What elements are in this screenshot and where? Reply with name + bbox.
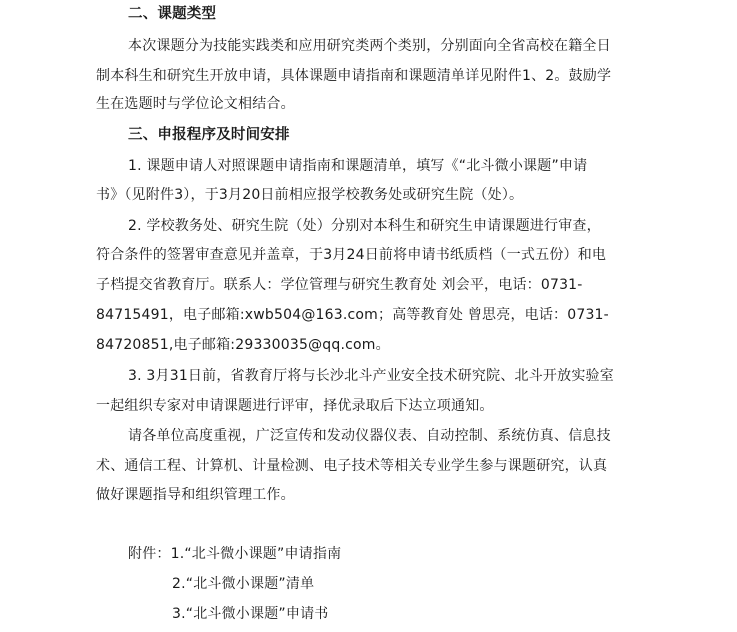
closing-paragraph-line-3: 做好课题指导和组织管理工作。 — [96, 487, 295, 503]
section-3-heading: 三、申报程序及时间安排 — [128, 127, 290, 143]
section-2-paragraph-line-3: 生在选题时与学位论文相结合。 — [96, 96, 295, 112]
attachment-3: 3.“北斗微小课题”申请书 — [172, 606, 329, 622]
closing-paragraph-line-1: 请各单位高度重视，广泛宣传和发动仪器仪表、自动控制、系统仿真、信息技 — [128, 428, 611, 444]
attachment-1: 附件：1.“北斗微小课题”申请指南 — [128, 546, 342, 562]
item-1-line-2: 书》（见附件3），于3月20日前相应报学校教务处或研究生院（处）。 — [96, 187, 524, 203]
section-2-paragraph-line-2: 制本科生和研究生开放申请，具体课题申请指南和课题清单详见附件1、2。鼓励学 — [96, 68, 612, 84]
section-2-paragraph-line-1: 本次课题分为技能实践类和应用研究类两个类别，分别面向全省高校在籍全日 — [128, 38, 611, 54]
item-2-line-2: 符合条件的签署审查意见并盖章，于3月24日前将申请书纸质档（一式五份）和电 — [96, 247, 607, 263]
item-1-line-1: 1. 课题申请人对照课题申请指南和课题清单，填写《“北斗微小课题”申请 — [128, 158, 588, 174]
item-3-line-2: 一起组织专家对申请课题进行评审，择优录取后下达立项通知。 — [96, 398, 494, 414]
item-2-line-1: 2. 学校教务处、研究生院（处）分别对本科生和研究生申请课题进行审查， — [128, 218, 601, 234]
item-2-line-3: 子档提交省教育厅。联系人：学位管理与研究生教育处 刘会平，电话：0731- — [96, 277, 583, 293]
item-2-line-4: 84715491，电子邮箱:xwb504@163.com；高等教育处 曾思亮，电话：0731- — [96, 307, 609, 323]
attachment-2: 2.“北斗微小课题”清单 — [172, 576, 315, 592]
closing-paragraph-line-2: 术、通信工程、计算机、计量检测、电子技术等相关专业学生参与课题研究，认真 — [96, 458, 608, 474]
section-2-heading: 二、课题类型 — [128, 6, 217, 22]
item-2-line-5: 84720851,电子邮箱:29330035@qq.com。 — [96, 337, 390, 353]
item-3-line-1: 3. 3月31日前，省教育厅将与长沙北斗产业安全技术研究院、北斗开放实验室 — [128, 368, 614, 384]
